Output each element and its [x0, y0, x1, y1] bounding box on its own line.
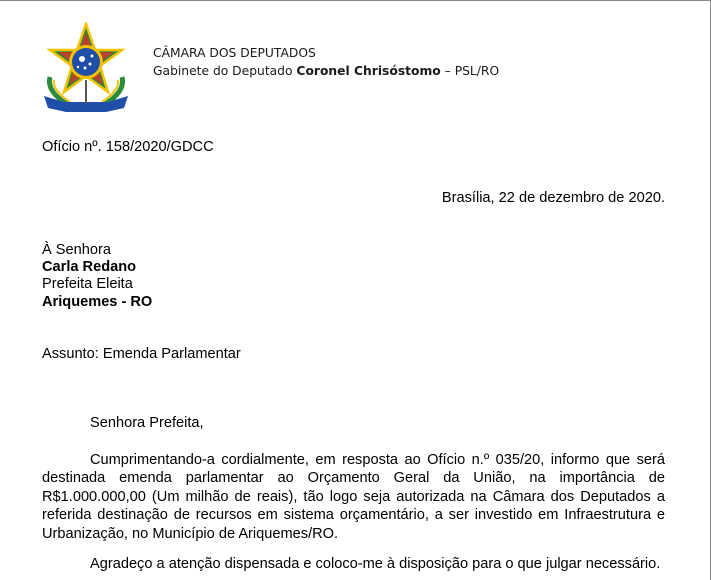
party-suffix: – PSL/RO: [444, 64, 500, 78]
place-date: Brasília, 22 de dezembro de 2020.: [441, 190, 665, 206]
recipient-title: Prefeita Eleita: [42, 276, 133, 292]
recipient-salutation: À Senhora: [42, 242, 111, 258]
body-paragraph-2: Agradeço a atenção dispensada e coloco-me à disposição para o que julgar necessário.: [90, 556, 661, 572]
subject-line: Assunto: Emenda Parlamentar: [42, 346, 241, 362]
deputy-name: Coronel Chrisóstomo: [296, 64, 441, 78]
document-reference: Ofício nº. 158/2020/GDCC: [42, 139, 214, 155]
coat-of-arms-icon: [40, 22, 132, 112]
office-prefix: Gabinete do Deputado: [153, 64, 293, 78]
greeting: Senhora Prefeita,: [90, 415, 204, 431]
recipient-name: Carla Redano: [42, 259, 137, 275]
office-line: [153, 62, 499, 80]
page-border-top: [0, 0, 711, 1]
letterhead: [153, 44, 499, 80]
body-paragraph-1: Cumprimentando-a cordialmente, em resposta ao Ofício n.º 035/20, informo que será destinada emenda parlamentar ao Orçamento Geral da União, na importância de R$1.000.000,00 (Um milhão de reais), tão logo seja autorizada na Câmara dos Deputados a referida destinação de recursos em sistema orçamentário, a ser investido em Infraestrutura e Urbanização, no Município de Ariquemes/RO.: [42, 452, 665, 542]
recipient-city: Ariquemes - RO: [42, 294, 153, 310]
institution-name: CÂMARA DOS DEPUTADOS: [153, 46, 316, 60]
